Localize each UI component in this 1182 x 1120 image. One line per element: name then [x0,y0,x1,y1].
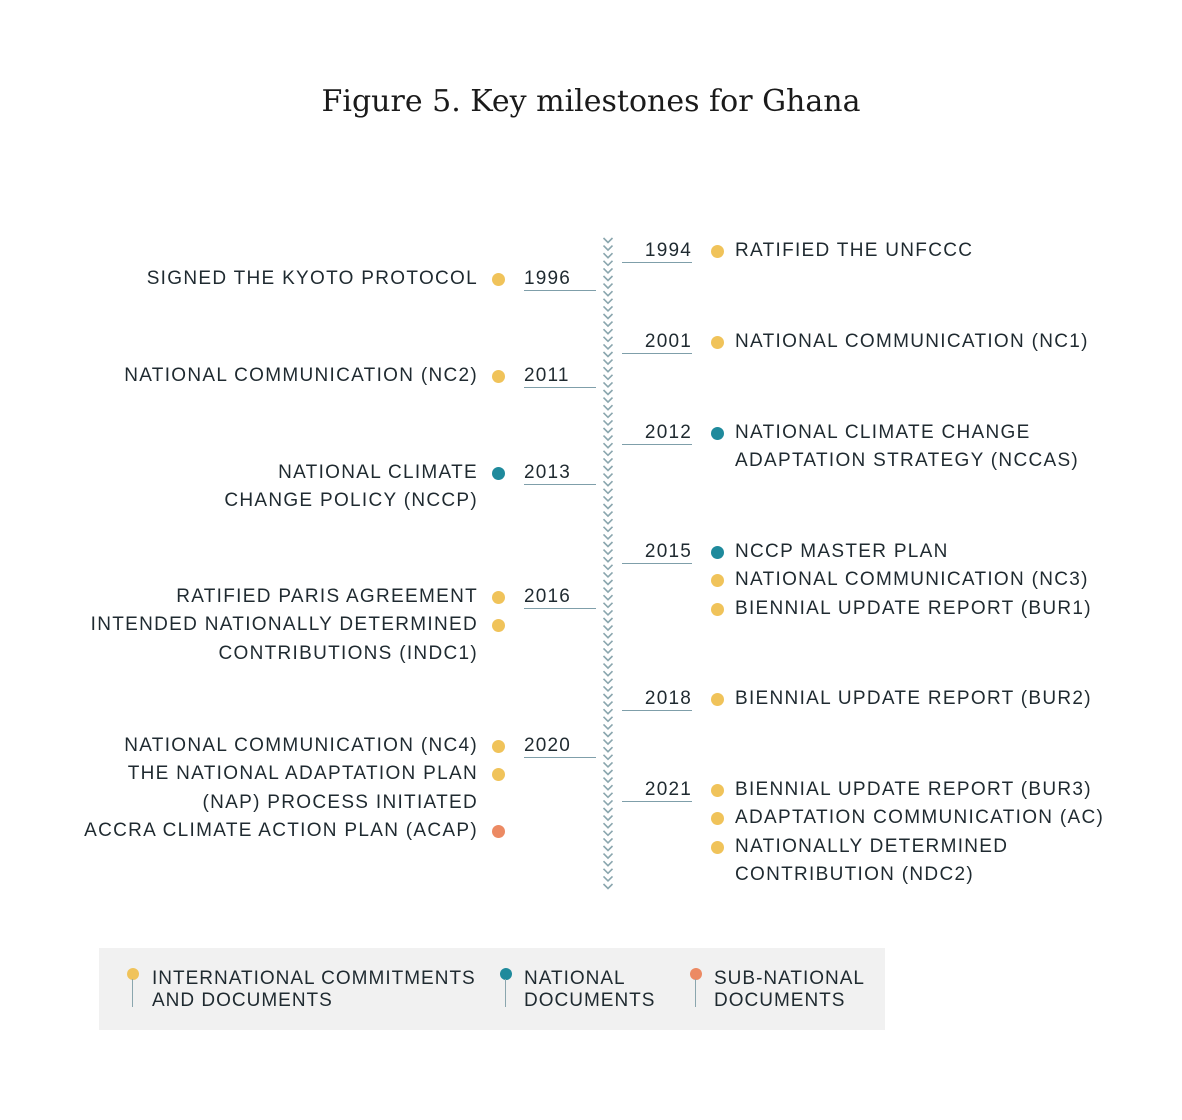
spine-chevron [604,458,613,463]
international-dot [492,619,505,632]
spine-chevron [604,770,613,775]
pin-stem [695,979,696,1007]
spine-chevron [604,352,613,357]
spine-chevron [604,732,613,737]
spine-chevron [604,253,613,258]
year-connector [622,353,692,354]
spine-chevron [604,816,613,821]
spine-chevron [604,306,613,311]
milestone-label: RATIFIED THE UNFCCC [735,240,974,261]
figure-title: Figure 5. Key milestones for Ghana [321,84,861,119]
spine-chevron [604,428,613,433]
international-dot [711,841,724,854]
spine-chevron [604,550,613,555]
milestone-label: ADAPTATION COMMUNICATION (AC) [735,807,1105,829]
national-dot [711,546,724,559]
year-connector [622,801,692,802]
legend-label: INTERNATIONAL COMMITMENTS AND DOCUMENTS [152,968,476,1011]
spine-chevron [604,572,613,577]
international-dot [492,768,505,781]
spine-chevron [604,451,613,456]
year-label: 1994 [644,240,692,261]
spine-chevron [604,284,613,289]
spine-chevron [604,846,613,851]
spine-chevron [604,823,613,828]
spine-chevron [604,724,613,729]
spine-chevron [604,436,613,441]
spine-chevron [604,246,613,251]
spine-chevron [604,360,613,365]
spine-chevron [604,610,613,615]
milestone-label: NATIONAL CLIMATE CHANGE [735,422,1031,443]
legend-label: SUB-NATIONAL DOCUMENTS [714,968,866,1011]
year-connector [524,757,596,758]
milestone-label: NATIONAL CLIMATE [278,462,478,483]
subnational-dot [492,825,505,838]
spine-chevron [604,557,613,562]
milestone-label: ACCRA CLIMATE ACTION PLAN (ACAP) [84,819,478,841]
milestone-label: (NAP) PROCESS INITIATED [202,791,478,813]
spine-chevron [604,322,613,327]
legend [99,948,885,1030]
milestone-label: NCCP MASTER PLAN [735,541,949,562]
spine-chevron [604,785,613,790]
year-connector [622,444,692,445]
international-dot [711,693,724,706]
spine-chevron [604,496,613,501]
pin-icon [500,968,512,980]
spine-chevron [604,762,613,767]
national-dot [711,427,724,440]
milestone-label: NATIONAL COMMUNICATION (NC3) [735,569,1089,591]
year-connector [524,484,596,485]
spine-chevron [604,481,613,486]
spine-chevron [604,679,613,684]
milestone-label: SIGNED THE KYOTO PROTOCOL [146,268,478,289]
spine-chevron [604,405,613,410]
spine-chevron [604,603,613,608]
spine-chevron [604,838,613,843]
spine-chevron [604,717,613,722]
year-connector [622,563,692,564]
spine-chevron [604,261,613,266]
spine-chevron [604,618,613,623]
spine-chevron [604,755,613,760]
spine-chevron [604,633,613,638]
spine-chevron [604,747,613,752]
spine-chevron [604,489,613,494]
spine-chevron [604,291,613,296]
spine-chevron [604,648,613,653]
spine-chevron [604,702,613,707]
spine-chevron [604,527,613,532]
year-connector [524,387,596,388]
pin-stem [132,979,133,1007]
spine-chevron [604,671,613,676]
international-dot [711,603,724,616]
pin-stem [505,979,506,1007]
milestone-label: CONTRIBUTIONS (INDC1) [218,642,478,664]
spine-chevron [604,664,613,669]
milestone-label: THE NATIONAL ADAPTATION PLAN [127,763,478,785]
international-dot [711,574,724,587]
year-connector [622,262,692,263]
spine-chevron [604,740,613,745]
international-dot [492,370,505,383]
year-connector [524,290,596,291]
year-label: 2018 [644,688,692,709]
milestone-label: ADAPTATION STRATEGY (NCCAS) [735,450,1080,472]
spine-chevron [604,709,613,714]
spine-chevron [604,694,613,699]
spine-chevron [604,686,613,691]
international-dot [711,812,724,825]
spine-chevron [604,314,613,319]
international-dot [711,245,724,258]
milestone-label: NATIONALLY DETERMINED [735,835,1009,857]
year-label: 2020 [524,735,572,756]
spine-chevron [604,420,613,425]
spine-chevron [604,641,613,646]
spine-chevron [604,884,613,889]
spine-chevron [604,778,613,783]
year-label: 2013 [524,462,572,483]
spine-chevron [604,268,613,273]
international-dot [711,336,724,349]
legend-label: NATIONAL DOCUMENTS [524,968,656,1011]
spine-chevron [604,375,613,380]
spine-chevron [604,276,613,281]
year-connector [524,608,596,609]
spine-chevron [604,588,613,593]
pin-icon [127,968,139,980]
international-dot [711,784,724,797]
national-dot [492,467,505,480]
milestone-label: CONTRIBUTION (NDC2) [735,863,974,885]
milestone-label: INTENDED NATIONALLY DETERMINED [90,614,478,636]
spine-chevron [604,542,613,547]
spine-chevron [604,519,613,524]
year-label: 2021 [644,779,692,800]
spine-chevron [604,344,613,349]
international-dot [492,740,505,753]
spine-chevron [604,854,613,859]
international-dot [492,273,505,286]
spine-chevron [604,504,613,509]
year-label: 2016 [524,586,572,607]
spine-chevron [604,869,613,874]
spine-chevron [604,626,613,631]
spine-chevron [604,367,613,372]
year-label: 1996 [524,268,572,289]
spine-chevron [604,474,613,479]
year-label: 2001 [644,331,692,352]
pin-icon [690,968,702,980]
spine-chevron [604,299,613,304]
milestone-label: NATIONAL COMMUNICATION (NC2) [124,365,478,386]
spine-chevron [604,413,613,418]
year-label: 2011 [524,365,570,386]
spine-chevron [604,534,613,539]
spine-chevron [604,800,613,805]
international-dot [492,591,505,604]
spine-chevron [604,861,613,866]
spine-chevron [604,831,613,836]
year-label: 2012 [644,422,692,443]
spine-chevron [604,580,613,585]
milestone-label: BIENNIAL UPDATE REPORT (BUR3) [735,779,1092,800]
spine-chevron [604,876,613,881]
spine-chevron [604,238,613,243]
spine-chevron [604,337,613,342]
milestone-label: BIENNIAL UPDATE REPORT (BUR2) [735,688,1092,709]
spine-chevron [604,808,613,813]
year-label: 2015 [644,541,692,562]
spine-chevron [604,565,613,570]
spine-chevron [604,512,613,516]
spine-chevron [604,382,613,387]
milestone-label: NATIONAL COMMUNICATION (NC4) [124,735,478,756]
spine-chevron [604,595,613,600]
milestone-label: NATIONAL COMMUNICATION (NC1) [735,331,1089,352]
spine-chevron [604,466,613,471]
year-connector [622,710,692,711]
spine-chevron [604,656,613,661]
milestone-label: BIENNIAL UPDATE REPORT (BUR1) [735,597,1092,619]
spine-chevron [604,793,613,798]
spine-chevron [604,443,613,448]
spine-chevron [604,390,613,395]
milestone-label: CHANGE POLICY (NCCP) [224,490,478,512]
spine-chevron [604,329,613,334]
spine-chevron [604,398,613,403]
milestone-label: RATIFIED PARIS AGREEMENT [176,586,478,607]
